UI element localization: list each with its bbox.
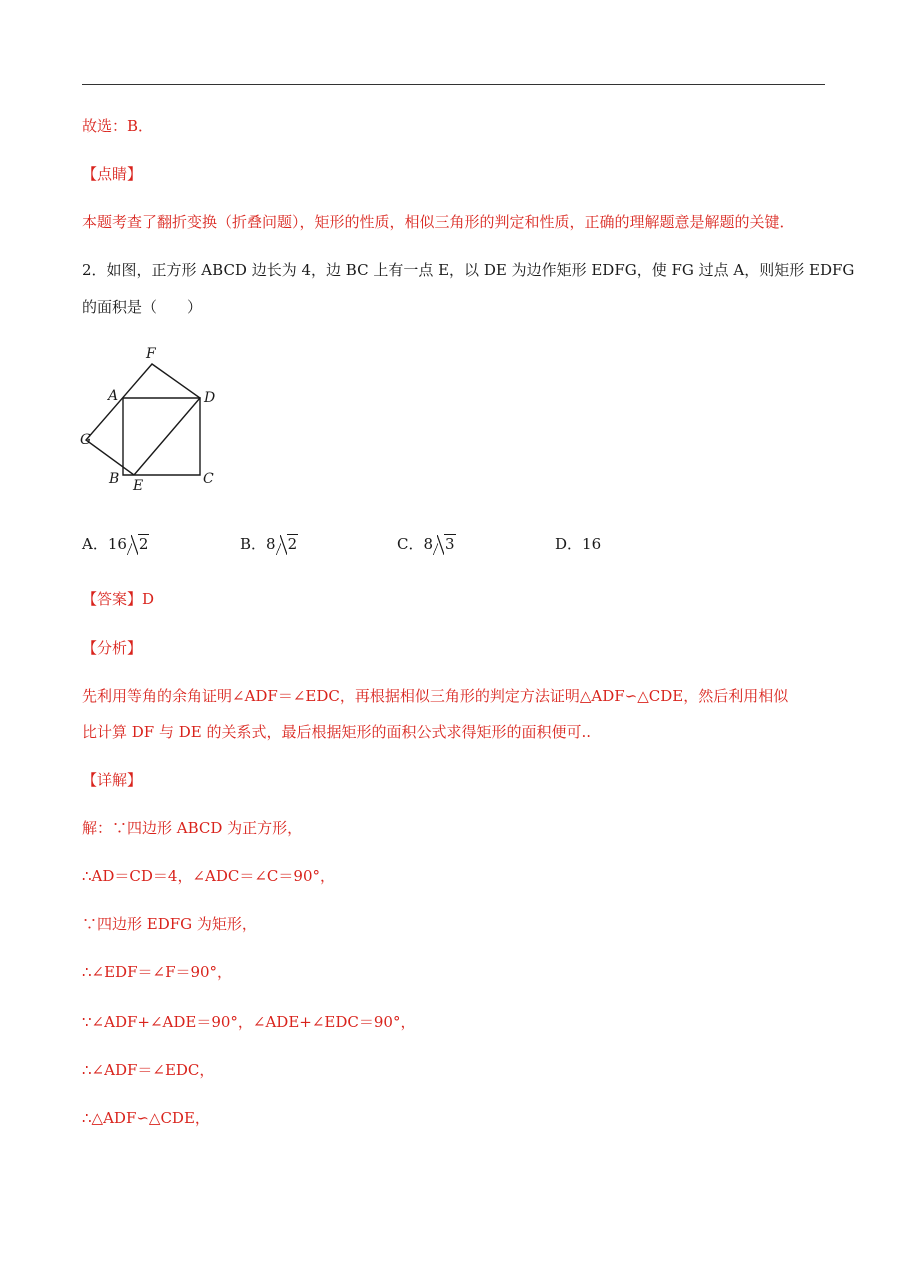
solution-step-2: ∴AD＝CD＝4，∠ADC＝∠C＝90°， [82,867,335,885]
header-rule [82,84,825,85]
choice-a [82,534,149,554]
label-G: G [80,432,92,448]
solution-step-3: ∵四边形 EDFG 为矩形， [82,915,257,933]
choice-b [240,534,298,554]
label-E: E [133,478,144,494]
choice-d [555,534,601,554]
section-fenxi: 【分析】 [82,639,143,657]
choice-a-label: A．16 [82,535,127,553]
choice-b-radicand: 2 [287,535,298,553]
label-A: A [108,388,119,404]
square-abcd [123,398,200,475]
geometry-figure [76,340,226,495]
label-B: B [109,471,120,487]
label-F: F [146,346,156,362]
section-xiangjie: 【详解】 [82,771,143,789]
choice-d-label: D．16 [555,535,602,553]
solution-step-1: 解：∵四边形 ABCD 为正方形， [82,819,303,837]
solution-step-4: ∴∠EDF＝∠F＝90°， [82,963,233,981]
rectangle-edfg [86,364,200,475]
solution-step-7: ∴△ADF∽△CDE， [82,1109,210,1127]
choice-a-radicand: 2 [138,535,149,553]
question-text-1: 2．如图，正方形 ABCD 边长为 4，边 BC 上有一点 E，以 DE 为边作矩形 EDFG，使 FG 过点 A，则矩形 EDFG [82,261,855,279]
label-D: D [204,390,216,406]
choice-c-label: C．8 [397,535,434,553]
choice-c-radicand: 3 [445,535,455,553]
solution-step-5: ∵∠ADF+∠ADE＝90°，∠ADE+∠EDC＝90°， [82,1013,416,1031]
section-dianjing: 【点睛】 [82,165,143,183]
fenxi-text-1: 先利用等角的余角证明∠ADF＝∠EDC，再根据相似三角形的判定方法证明△ADF∽△CDE，然后利用相似 [82,687,789,705]
section-answer: 【答案】D [82,590,155,608]
choice-c [397,534,456,554]
solution-step-6: ∴∠ADF＝∠EDC， [82,1061,215,1079]
label-C: C [203,471,214,487]
dianjing-text: 本题考查了翻折变换（折叠问题），矩形的性质，相似三角形的判定和性质，正确的理解题意是解题的关键． [82,213,795,231]
choice-b-label: B．8 [240,535,276,553]
line-conclusion: 故选：B． [82,117,154,135]
question-text-2: 的面积是（ ） [82,298,203,316]
fenxi-text-2: 比计算 DF 与 DE 的关系式，最后根据矩形的面积公式求得矩形的面积便可.. [82,723,592,741]
